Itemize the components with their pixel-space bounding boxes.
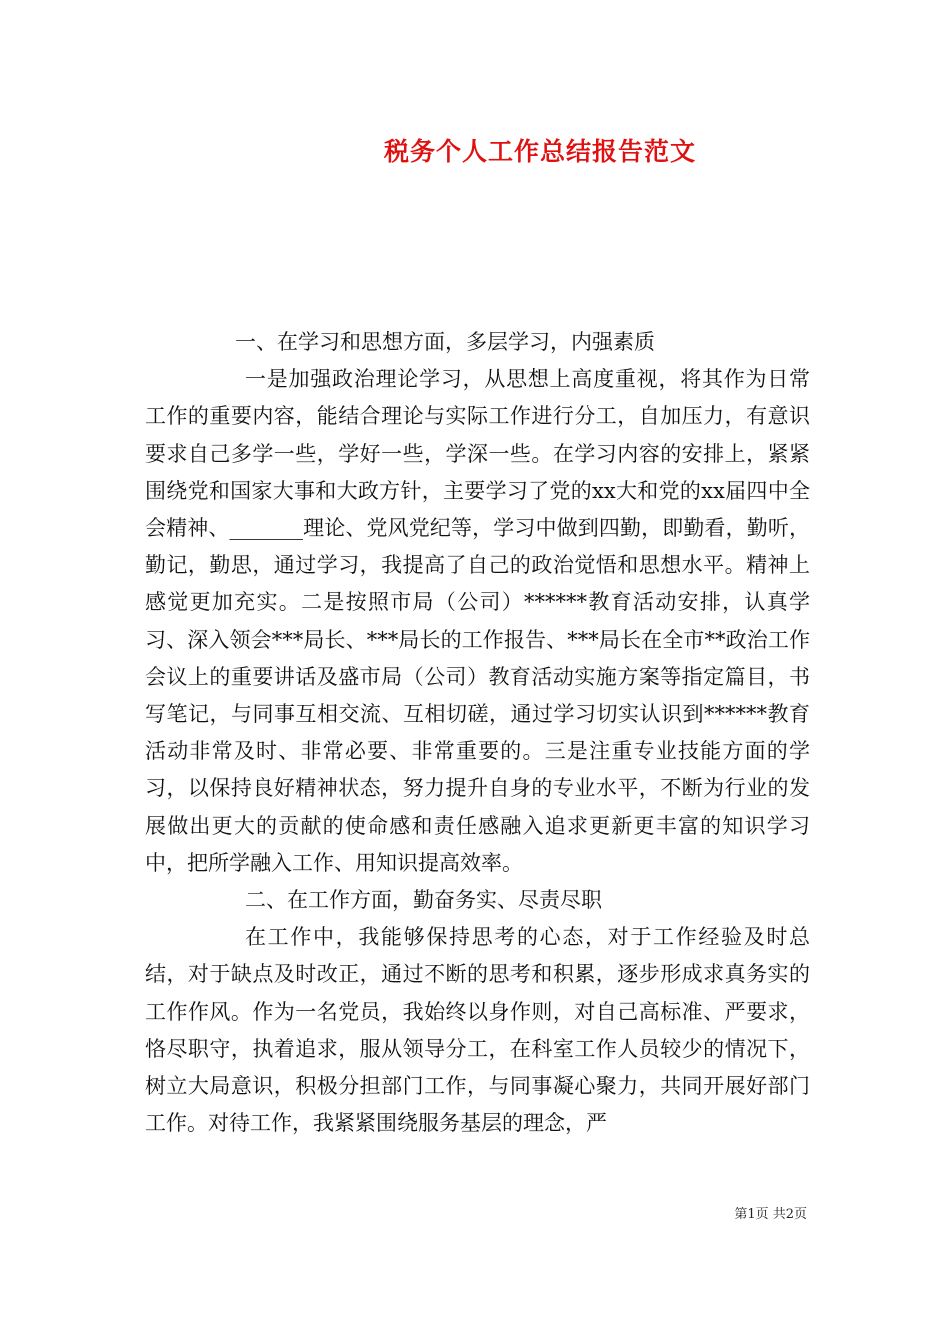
section-2-paragraph: 在工作中，我能够保持思考的心态，对于工作经验及时总结，对于缺点及时改正，通过不断的思考和积累，逐步形成求真务实的工作作风。作为一名党员，我始终以身作则，对自己高标准、严要求，恪尽职守，执着追求，服从领导分工，在科室工作人员较少的情况下，树立大局意识，积极分担部门工作，与同事凝心聚力，共同开展好部门工作。对待工作，我紧紧围绕服务基层的理念，严 <box>145 925 810 1136</box>
document-body <box>145 324 810 1142</box>
page-number: 第1页 共2页 <box>734 1207 807 1222</box>
section-1-paragraph: 一是加强政治理论学习，从思想上高度重视，将其作为日常工作的重要内容，能结合理论与实际工作进行分工，自加压力，有意识要求自己多学一些，学好一些，学深一些。在学习内容的安排上，紧紧围绕党和国家大事和大政方针，主要学习了党的xx大和党的xx届四中全会精神、_______理论、党风党纪等，学习中做到四勤，即勤看，勤听，勤记，勤思，通过学习，我提高了自己的政治觉悟和思想水平。精神上感觉更加充实。二是按照市局（公司）******教育活动安排，认真学习、深入领会***局长、***局长的工作报告、***局长在全市**政治工作会议上的重要讲话及盛市局（公司）教育活动实施方案等指定篇目，书写笔记，与同事互相交流、互相切磋，通过学习切实认识到******教育活动非常及时、非常必要、非常重要的。三是注重专业技能方面的学习，以保持良好精神状态，努力提升自身的专业水平，不断为行业的发展做出更大的贡献的使命感和责任感融入追求更新更丰富的知识学习中，把所学融入工作、用知识提高效率。 <box>145 367 810 875</box>
document-title: 税务个人工作总结报告范文 <box>383 137 696 166</box>
section-1-heading: 一、在学习和思想方面，多层学习，内强素质 <box>235 330 655 354</box>
section-2-heading: 二、在工作方面，勤奋务实、尽责尽职 <box>245 888 602 913</box>
